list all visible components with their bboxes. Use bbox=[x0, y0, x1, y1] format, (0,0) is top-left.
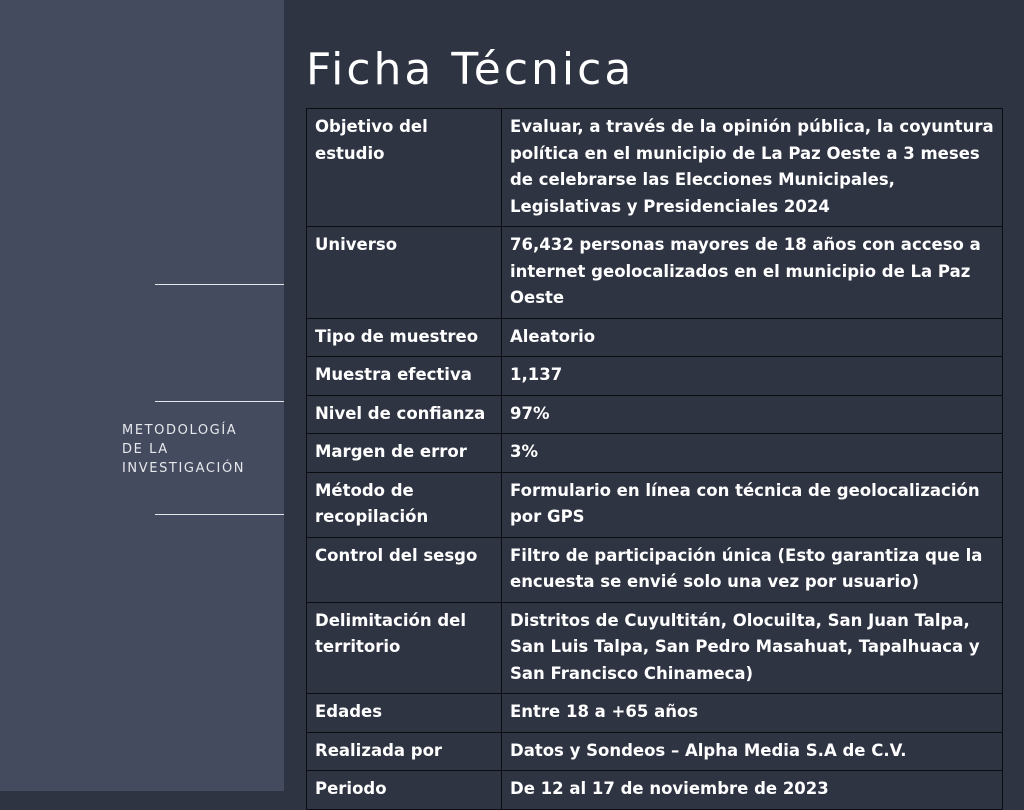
row-value: 1,137 bbox=[502, 357, 1003, 396]
row-label: Realizada por bbox=[307, 732, 502, 771]
table-row bbox=[307, 602, 1003, 694]
section-label bbox=[122, 421, 272, 478]
row-value: Evaluar, a través de la opinión pública, la coyuntura política en el municipio de La Paz Oeste a 3 meses de celebrarse las Elecciones Municipales, Legislativas y Presidenciales 2024 bbox=[502, 109, 1003, 227]
table-row bbox=[307, 434, 1003, 473]
row-value: Entre 18 a +65 años bbox=[502, 694, 1003, 733]
section-label-line-2: DE LA bbox=[122, 442, 169, 457]
row-label: Delimitación del territorio bbox=[307, 602, 502, 694]
row-value: 3% bbox=[502, 434, 1003, 473]
table-row bbox=[307, 472, 1003, 537]
row-label: Objetivo del estudio bbox=[307, 109, 502, 227]
table-row bbox=[307, 732, 1003, 771]
divider-line-bottom bbox=[155, 514, 284, 515]
section-label-line-1: METODOLOGÍA bbox=[122, 423, 238, 438]
row-label: Control del sesgo bbox=[307, 537, 502, 602]
table-row bbox=[307, 227, 1003, 319]
row-label: Tipo de muestreo bbox=[307, 318, 502, 357]
table-row bbox=[307, 771, 1003, 810]
divider-line-middle bbox=[155, 401, 284, 402]
row-value: De 12 al 17 de noviembre de 2023 bbox=[502, 771, 1003, 810]
table-row bbox=[307, 109, 1003, 227]
table-row bbox=[307, 694, 1003, 733]
section-label-line-3: INVESTIGACIÓN bbox=[122, 461, 246, 476]
table-row bbox=[307, 357, 1003, 396]
table-row bbox=[307, 537, 1003, 602]
row-label: Margen de error bbox=[307, 434, 502, 473]
row-value: Filtro de participación única (Esto garantiza que la encuesta se envié solo una vez por usuario) bbox=[502, 537, 1003, 602]
row-label: Método de recopilación bbox=[307, 472, 502, 537]
row-value: 97% bbox=[502, 395, 1003, 434]
table-row bbox=[307, 318, 1003, 357]
row-value: Datos y Sondeos – Alpha Media S.A de C.V. bbox=[502, 732, 1003, 771]
row-label: Periodo bbox=[307, 771, 502, 810]
row-value: 76,432 personas mayores de 18 años con acceso a internet geolocalizados en el municipio de La Paz Oeste bbox=[502, 227, 1003, 319]
table-row bbox=[307, 395, 1003, 434]
divider-line-top bbox=[155, 284, 284, 285]
row-value: Distritos de Cuyultitán, Olocuilta, San Juan Talpa, San Luis Talpa, San Pedro Masahuat, Tapalhuaca y San Francisco Chinameca) bbox=[502, 602, 1003, 694]
row-label: Universo bbox=[307, 227, 502, 319]
row-label: Nivel de confianza bbox=[307, 395, 502, 434]
row-value: Aleatorio bbox=[502, 318, 1003, 357]
row-value: Formulario en línea con técnica de geolocalización por GPS bbox=[502, 472, 1003, 537]
left-sidebar-panel bbox=[0, 0, 284, 791]
page-title: Ficha Técnica bbox=[306, 44, 635, 95]
row-label: Edades bbox=[307, 694, 502, 733]
technical-sheet-table bbox=[306, 108, 1003, 810]
row-label: Muestra efectiva bbox=[307, 357, 502, 396]
